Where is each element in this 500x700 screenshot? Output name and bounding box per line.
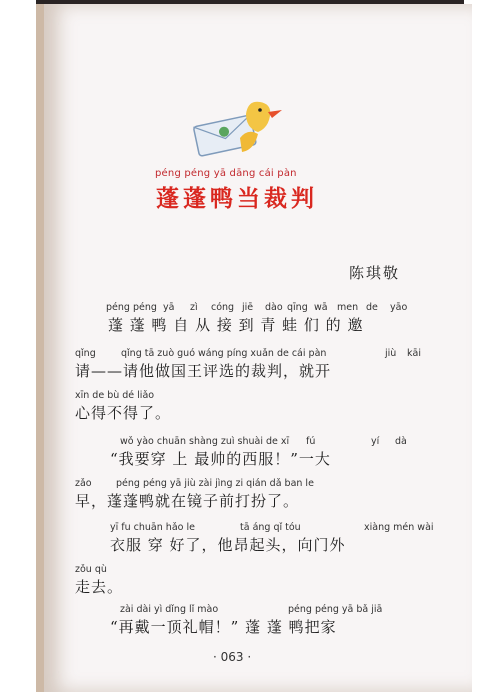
pinyin: xīn de bù dé liǎo	[75, 390, 155, 401]
pinyin: kāi	[407, 348, 421, 359]
hanzi-text: 蓬 蓬 鸭 自 从 接 到 青 蛙 们 的 邀	[108, 316, 364, 334]
pinyin: dào	[265, 302, 283, 313]
pinyin: yī fu chuān hǎo le	[110, 522, 195, 533]
title-pinyin: péng péng yā dāng cái pàn	[155, 168, 297, 179]
author-name: 陈琪敬	[349, 264, 401, 282]
pinyin: tā áng qǐ tóu	[240, 522, 301, 533]
hanzi-text: “再戴一顶礼帽！” 蓬 蓬 鸭把家	[110, 618, 337, 636]
pinyin: yā	[163, 302, 175, 313]
hanzi-text: 衣服 穿 好了，他昂起头，向门外	[110, 536, 346, 554]
pinyin: yí	[371, 436, 380, 447]
pinyin: péng péng yā jiù zài jìng zi qián dǎ ban le	[116, 478, 314, 489]
pinyin: zǎo	[75, 478, 92, 489]
pinyin: cóng	[211, 302, 235, 313]
pinyin: fú	[306, 436, 316, 447]
pinyin: zǒu qù	[75, 564, 107, 575]
pinyin: de	[366, 302, 378, 313]
pinyin: dà	[395, 436, 407, 447]
pinyin: zài dài yì dǐng lǐ mào	[120, 604, 219, 615]
pinyin: qǐng	[75, 348, 96, 359]
pinyin: jiù	[385, 348, 397, 359]
pinyin: péng péng	[106, 302, 157, 313]
hanzi-text: 走去。	[75, 578, 124, 596]
pinyin: zì	[190, 302, 198, 313]
pinyin: wā	[314, 302, 328, 313]
hanzi-text: 心得不得了。	[75, 404, 172, 422]
hanzi-text: 早，蓬蓬鸭就在镜子前打扮了。	[75, 492, 300, 510]
pinyin: xiàng mén wài	[364, 522, 434, 533]
story-title: 蓬蓬鸭当裁判	[156, 185, 318, 212]
pinyin: qǐng tā zuò guó wáng píng xuǎn de cái pàn	[121, 348, 327, 359]
pinyin: qīng	[287, 302, 308, 313]
page-number: · 063 ·	[213, 650, 252, 664]
pinyin: yāo	[390, 302, 408, 313]
duck-envelope-illustration	[188, 98, 284, 162]
hanzi-text: 请——请他做国王评选的裁判，就开	[75, 362, 332, 380]
pinyin: wǒ yào chuān shàng zuì shuài de xī	[120, 436, 290, 447]
pinyin: péng péng yā bǎ jiā	[288, 604, 383, 615]
pinyin: jiē	[242, 302, 254, 313]
pinyin: men	[337, 302, 359, 313]
hanzi-text: “我要穿 上 最帅的西服！”一大	[110, 450, 331, 468]
